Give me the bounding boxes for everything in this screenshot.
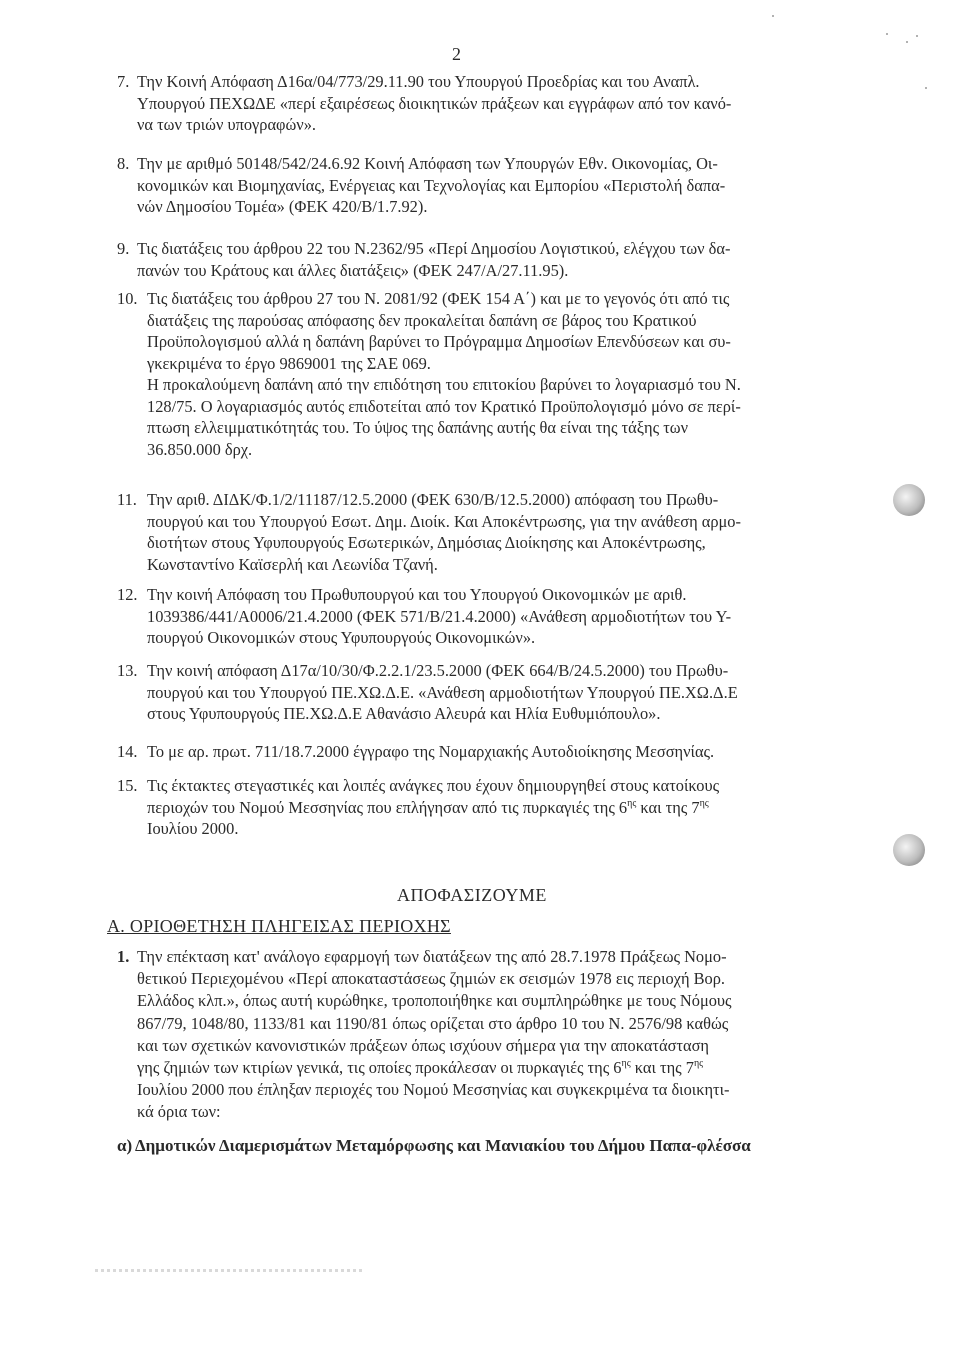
subclause-label: α) [117,1136,133,1155]
decision-heading: ΑΠΟΦΑΣΙΖΟΥΜΕ [397,885,547,905]
item-line: Τις διατάξεις του άρθρου 27 του Ν. 2081/92 (ΦΕΚ 154 Α΄) και με το γεγονός ότι από τις [147,289,730,308]
item-number: 15. [117,776,138,795]
list-item [117,660,847,725]
section-title: Α. ΟΡΙΟΘΕΤΗΣΗ ΠΛΗΓΕΙΣΑΣ ΠΕΡΙΟΧΗΣ [107,916,451,936]
item-number: 11. [117,490,137,509]
item-line: στους Υφυπουργούς ΠΕ.ΧΩ.Δ.Ε Αθανάσιο Αλευρά και Ηλία Ευθυμιόπουλο». [147,704,661,723]
scan-speck [916,35,918,37]
item-number: 14. [117,742,138,761]
ordinal-suffix: ης [693,1058,704,1070]
clause-1 [117,946,847,1124]
clause-line: Την επέκταση κατ' ανάλογο εφαρμογή των διατάξεων της από 28.7.1978 Πράξεως Νομο- [137,947,727,966]
item-line-with-superscripts [147,797,847,819]
item-line: γκεκριμένα το έργο 9869001 της ΣΑΕ 069. [147,353,431,373]
scan-speck [925,87,927,89]
item-line: πουργού και του Υπουργού ΠΕ.ΧΩ.Δ.Ε. «Ανάθεση αρμοδιοτήτων Υπουργού ΠΕ.ΧΩ.Δ.Ε [147,682,738,702]
list-item [117,775,847,840]
ordinal-suffix: ης [699,797,709,809]
item-line: Την αριθ. ΔΙΔΚ/Φ.1/2/11187/12.5.2000 (ΦΕΚ 630/Β/12.5.2000) απόφαση του Πρωθυ- [147,490,719,509]
item-line: Το με αρ. πρωτ. 711/18.7.2000 έγγραφο της Νομαρχιακής Αυτοδιοίκησης Μεσσηνίας. [147,742,715,761]
item-line: 1039386/441/Α0006/21.4.2000 (ΦΕΚ 571/Β/21.4.2000) «Ανάθεση αρμοδιοτήτων του Υ- [147,606,732,626]
item-number: 7. [117,72,130,91]
item-number: 8. [117,154,130,173]
scan-speck [906,41,908,43]
list-item [117,489,847,575]
binder-hole-mark [893,484,925,516]
list-item [117,741,847,763]
item-line: Την κοινή Απόφαση του Πρωθυπουργού και του Υπουργού Οικονομικών με αριθ. [147,585,687,604]
item-line: 36.850.000 δρχ. [147,439,253,459]
item-line: διατάξεις της παρούσας απόφασης δεν προκαλείται δαπάνη σε βάρος του Κρατικού [147,310,697,330]
clause-number: 1. [117,947,130,966]
item-line: Προϋπολογισμού αλλά η δαπάνη βαρύνει το Πρόγραμμα Δημοσίων Επενδύσεων και συ- [147,332,731,351]
list-item [117,584,847,649]
scan-speck [886,33,888,35]
item-number: 9. [117,239,130,258]
item-line: Η προκαλούμενη δαπάνη από την επιδότηση του επιτοκίου βαρύνει το λογαριασμό του Ν. [147,375,741,394]
clause-line-text: και της 7 [630,1058,694,1078]
item-line: Την με αριθμό 50148/542/24.6.92 Κοινή Απόφαση των Υπουργών Εθν. Οικονομίας, Οι- [137,154,718,173]
clause-line: θετικού Περιεχομένου «Περί αποκαταστάσεως ζημιών εκ σεισμών 1978 εις περιοχή Βορ. [137,969,726,989]
item-line: πουργού και του Υπουργού Εσωτ. Δημ. Διοίκ. Και Αποκέντρωσης, για την ανάθεση αρμο- [147,511,741,531]
item-number: 10. [117,289,138,308]
list-item [117,71,847,136]
clause-line: 867/79, 1048/80, 1133/81 και 1190/81 όπως ορίζεται στο άρθρο 10 του Ν. 2576/98 καθώς [137,1013,729,1033]
item-line: πουργού Οικονομικών στους Υφυπουργούς Οικονομικών». [147,628,536,647]
item-line: Τις διατάξεις του άρθρου 22 του Ν.2362/95 «Περί Δημοσίου Λογιστικού, ελέγχου των δα- [137,239,731,258]
item-line: Την Κοινή Απόφαση Δ16α/04/773/29.11.90 του Υπουργού Προεδρίας και του Αναπλ. [137,72,700,91]
item-number: 12. [117,585,138,604]
subclause-a [117,1133,847,1159]
clause-line-text: γης ζημιών των κτιρίων γενικά, τις οποίες προκάλεσαν οι πυρκαγιές της 6 [137,1058,622,1078]
clause-line: κά όρια των: [137,1102,221,1122]
item-line: Τις έκτακτες στεγαστικές και λοιπές ανάγκες που έχουν δημιουργηθεί στους κατοίκους [147,776,720,795]
item-line: Την κοινή απόφαση Δ17α/10/30/Φ.2.2.1/23.5.2000 (ΦΕΚ 664/Β/24.5.2000) του Πρωθυ- [147,661,729,680]
item-line: κονομικών και Βιομηχανίας, Ενέργειας και Τεχνολογίας και Εμπορίου «Περιστολή δαπα- [137,175,726,195]
item-line: Ιουλίου 2000. [147,819,239,838]
item-line-text: και της 7 [636,797,700,817]
item-line: πτωση ελλειμματικότητάς του. Το ύψος της δαπάνης αυτής θα είναι της τάξης των [147,418,688,437]
list-item [117,238,847,281]
list-item [117,153,847,218]
item-line: Υπουργού ΠΕΧΩΔΕ «περί εξαιρέσεως διοικητικών πράξεων και εγγράφων από τον κανό- [137,93,732,113]
ordinal-suffix: ης [621,1058,631,1070]
page-number: 2 [452,44,461,64]
binder-hole-mark [893,834,925,866]
scan-speck [772,15,774,17]
item-line-text: περιοχών του Νομού Μεσσηνίας που επλήγησαν από τις πυρκαγιές της 6 [147,797,628,817]
item-number: 13. [117,661,138,680]
clause-line: Ελλάδος κλπ.», όπως αυτή κυρώθηκε, τροποποιήθηκε και συμπληρώθηκε με τους Νόμους [137,991,732,1011]
clause-line: και των σχετικών κανονιστικών πράξεων όπως ισχύουν σήμερα για την αποκατάσταση [137,1035,709,1055]
item-line: πανών του Κράτους και άλλες διατάξεις» (ΦΕΚ 247/Α/27.11.95). [137,260,569,280]
ordinal-suffix: ης [627,797,637,809]
item-line: να των τριών υπογραφών». [137,115,317,134]
clause-line-with-superscripts [137,1057,847,1079]
item-line: Κωνσταντίνο Καϊσερλή και Λεωνίδα Τζανή. [147,554,438,574]
scan-noise-line [95,1269,365,1272]
item-line: διοτήτων στους Υφυπουργούς Εσωτερικών, Δημόσιας Διοίκησης και Αποκέντρωσης, [147,533,706,552]
clause-line: Ιουλίου 2000 που έπληξαν περιοχές του Νομού Μεσσηνίας και συγκεκριμένα τα διοικητι- [137,1080,730,1100]
subclause-text: Δημοτικών Διαμερισμάτων Μεταμόρφωσης και Μανιακίου του Δήμου Παπα-φλέσσα [135,1136,751,1155]
item-line: νών Δημοσίου Τομέα» (ΦΕΚ 420/Β/1.7.92). [137,197,428,216]
list-item [117,288,847,460]
item-line: 128/75. Ο λογαριασμός αυτός επιδοτείται από τον Κρατικό Προϋπολογισμό μόνο σε περί- [147,396,741,416]
